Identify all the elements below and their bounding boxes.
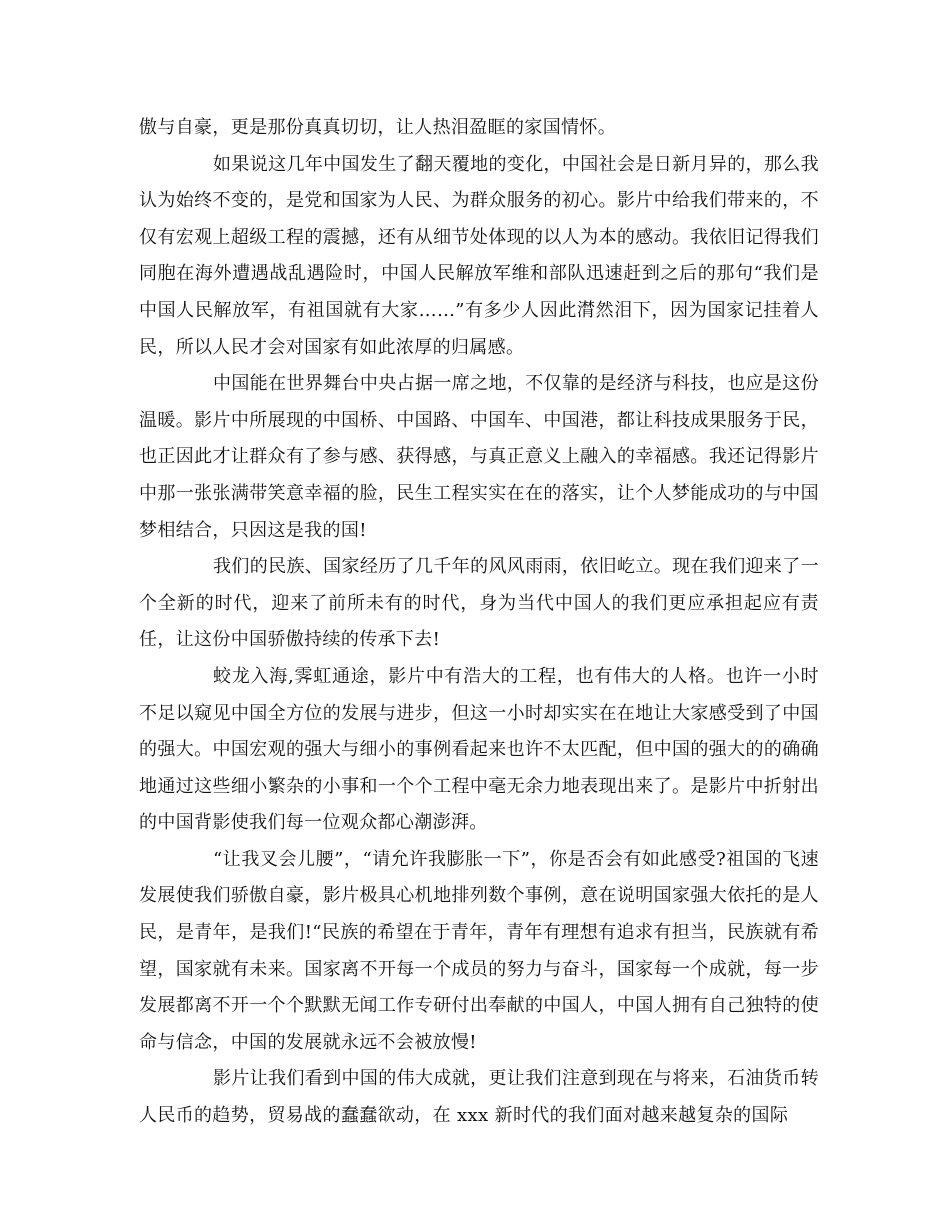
paragraph: 蛟龙入海,霁虹通途，影片中有浩大的工程，也有伟大的人格。也许一小时不足以窥见中国全方位的发展与进步，但这一小时却实实在在地让大家感受到了中国的强大。中国宏观的强大与细小的事例看起来也许不太匹配，但中国的强大的的确确地通过这些细小繁杂的小事和一个个工程中毫无余力地表现出来了。是影片中折射出的中国背影使我们每一位观众都心潮澎湃。 (139, 665, 819, 834)
paragraph-continuation: 傲与自豪，更是那份真真切切，让人热泪盈眶的家国情怀。 (139, 117, 617, 138)
document-body (139, 110, 819, 1135)
paragraph: 中国能在世界舞台中央占据一席之地，不仅靠的是经济与科技，也应是这份温暖。影片中所展现的中国桥、中国路、中国车、中国港，都让科技成果服务于民，也正因此才让群众有了参与感、获得感，与真正意义上融入的幸福感。我还记得影片中那一张张满带笑意幸福的脸，民生工程实实在在的落实，让个人梦能成功的与中国梦相结合，只因这是我的国! (139, 373, 819, 541)
paragraph: 我们的民族、国家经历了几千年的风风雨雨，依旧屹立。现在我们迎来了一个全新的时代，迎来了前所未有的时代，身为当代中国人的我们更应承担起应有责任，让这份中国骄傲持续的传承下去! (139, 556, 819, 651)
paragraph: 如果说这几年中国发生了翻天覆地的变化，中国社会是日新月异的，那么我认为始终不变的，是党和国家为人民、为群众服务的初心。影片中给我们带来的，不仅有宏观上超级工程的震撼，还有从细节处体现的以人为本的感动。我依旧记得我们同胞在海外遭遇战乱遇险时，中国人民解放军维和部队迅速赶到之后的那句“我们是中国人民解放军，有祖国就有大家……”有多少人因此潸然泪下，因为国家记挂着人民，所以人民才会对国家有如此浓厚的归属感。 (139, 153, 819, 358)
paragraph: 影片让我们看到中国的伟大成就，更让我们注意到现在与将来，石油货币转人民币的趋势，贸易战的蠢蠢欲动，在 xxx 新时代的我们面对越来越复杂的国际 (139, 1068, 819, 1127)
paragraph: “让我叉会儿腰”，“请允许我膨胀一下”，你是否会有如此感受?祖国的飞速发展使我们骄傲自豪，影片极具心机地排列数个事例，意在说明国家强大依托的是人民，是青年，是我们!“民族的希望在于青年，青年有理想有追求有担当，民族就有希望，国家就有未来。国家离不开每一个成员的努力与奋斗，国家每一个成就，每一步发展都离不开一个个默默无闻工作专研付出奉献的中国人，中国人拥有自己独特的使命与信念，中国的发展就永远不会被放慢! (139, 848, 819, 1053)
